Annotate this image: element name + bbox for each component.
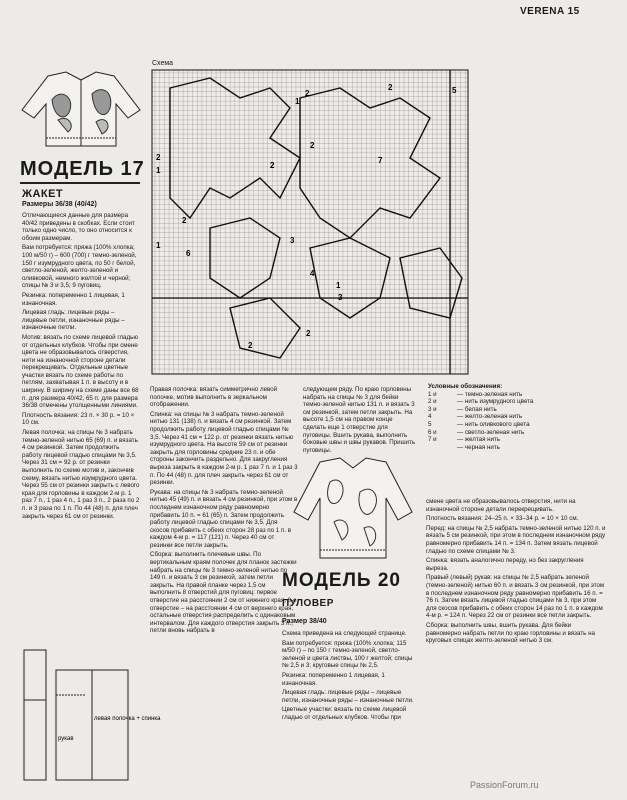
page-header: VERENA 15 (520, 6, 580, 17)
watermark: PassionForum.ru (470, 780, 539, 790)
model-20-title: МОДЕЛЬ 20 (282, 570, 401, 591)
legend-item: 4 — желто-зеленая нить (428, 413, 523, 421)
title-underline (20, 182, 140, 184)
paragraph: Сборка: выполнить плечевые швы. По вертикальным краям полочек для планок застежки набрать на спицы № 3 темно-зеленой нитью по 149 п. и вязать 3 см резинкой, затем петли закрыть. На правой планке через 1,5 см выполнить 8 отверстий для пуговиц: первое отверстие на расстоянии 2 см от нижнего края, 8-е отверстие – на расстоянии 4 см от верхнего края, остальные отверстия распределить с одинаковым интервалом. Для каждого отверстия закрыть 3 п., петли вновь набрать в (150, 551, 297, 635)
legend-item: — черная нить (457, 443, 500, 451)
chart-number: 1 (295, 97, 300, 106)
paragraph: Плотность вязания: 23 п. × 30 р. = 10 × 10 см. (22, 411, 135, 427)
knitting-chart (150, 68, 470, 376)
model-17-continued-column (150, 386, 298, 637)
paragraph: Резинка: попеременно 1 лицевая, 1 изнаночная. (22, 291, 125, 307)
chart-number: 1 (156, 166, 161, 175)
legend-item: 3 и — белая нить (428, 405, 497, 413)
assembly-end-column (303, 386, 416, 456)
model-20-text-column (282, 630, 414, 724)
paragraph: Спинка: на спицы № 3 набрать темно-зеленой нитью 131 (138) п. и вязать 4 см резинкой. Затем продолжить работу лицевой гладью спицами № 3,5. Через 41 см = 122 р. от резинки вязать нитью изумрудного цвета. На высоте 59 см от резинки закрыть для горловины средние 23 п. и обе стороны закончить раздельно. Для закругления выреза закрыть в каждом 2-м р. 1 раз 7 п. и 1 раз 3 п. По 44 (48) п. для плеч закрыть через 61 см от резинки. (150, 410, 298, 487)
chart-number: 5 (452, 86, 457, 95)
chart-number: 2 (248, 341, 253, 350)
legend-title: Условные обозначения: (428, 383, 503, 390)
chart-number: 2 (305, 89, 310, 98)
model-20-continued-column (426, 498, 606, 647)
chart-number: 7 (378, 156, 383, 165)
paragraph: Перед: на спицы № 2,5 набрать темно-зеленой нитью 120 п. и вязать 5 см резинкой, при этом в последнем изнаночном ряду равномерно прибавить 14 п. = 134 п. Затем вязать лицевой гладью по схеме спицами № 3. (426, 524, 606, 555)
paragraph: смене цвета не образовывалось отверстия, нити на изнаночной стороне детали перекрещивать. (426, 498, 576, 513)
paragraph: Рукава: на спицы № 3 набрать темно-зеленой нитью 45 (49) п. и вязать 4 см резинкой, при этом в последнем изнаночном ряду равномерно прибавить 10 п. = 61 (65) п. Затем продолжить работу лицевой гладью спицами № 3,5. Для скосов прибавить с обеих сторон 28 раз по 1 п. в каждом 4-м р. = 117 (121) п. Через 40 см от резинки все петли закрыть. (150, 488, 298, 549)
paragraph: Спинка: вязать аналогично переду, но без закругления выреза. (426, 557, 584, 572)
paragraph: Мотив: вязать по схеме лицевой гладью от отдельных клубков. Чтобы при смене цвета не образовывалось отверстия, нити на изнаночной стороне детали перекрещивать. Отдельные цветные участки вязать по схеме работы по петлям, захватывая 1 п. в высоту и в ширину. В ширину на схеме даны все 68 п. для размера 40/42, 65 п. для размера 36/38 отмечены утолщенными линиями. (22, 333, 139, 410)
chart-number: 2 (270, 161, 275, 170)
chart-number: 1 (336, 281, 341, 290)
chart-number: 2 (156, 153, 161, 162)
model-17-subtitle: ЖАКЕТ (22, 188, 64, 200)
chart-number: 3 (290, 236, 295, 245)
schema-label: левая полочка + спинка (94, 716, 161, 722)
model-17-sizes: Размеры 36/38 (40/42) (22, 201, 97, 208)
model-20-subtitle: ПУЛОВЕР (282, 598, 334, 609)
paragraph: Вам потребуется: пряжа (100% хлопка; 100 м/50 г) – 600 (700) г темно-зеленой, 150 г изумрудного цвета, по 50 г белой, светло-зеленой, желто-зеленой и оливковой, немного желтой и черной; спицы № 3 и 3,5; 9 пуговиц. (22, 244, 137, 290)
legend-item: 5 — нить оливкового цвета (428, 420, 530, 428)
model-17-title: МОДЕЛЬ 17 (20, 158, 145, 180)
legend-item: 6 и — светло-зеленая нить (428, 428, 525, 436)
model-20-sizes: Размер 38/40 (282, 618, 327, 625)
chart-number: 2 (182, 216, 187, 225)
chart-number: 6 (186, 249, 191, 258)
chart-number: 4 (310, 269, 315, 278)
garment-schematic (16, 640, 161, 790)
paragraph: Правый (левый) рукав: на спицы № 2,5 набрать зеленой (темно-зеленой) нитью 60 п. и вязать 3 см резинкой, при этом в последнем изнаночном ряду равномерно прибавить 16 п. = 76 п. Затем вязать лицевой гладью спицами № 3, при этом для скосов прибавить с обеих сторон 14 раз по 1 п. в каждом 4-м р. = 124 п. Через 22 см от резинки все петли закрыть. (426, 574, 605, 620)
legend-item: 1 и — темно-зеленая нить (428, 390, 523, 398)
chart-number: 2 (310, 141, 315, 150)
chart-number: 1 (156, 241, 161, 250)
paragraph: Резинка: попеременно 1 лицевая, 1 изнаночная. (282, 671, 385, 687)
chart-number: 3 (338, 293, 343, 302)
paragraph: Лицевая гладь: лицевые ряды – лицевые петли, изнаночные ряды – изнаночные петли. (282, 689, 414, 704)
paragraph: Схема приведена на следующей странице. (282, 630, 407, 637)
paragraph: Цветные участки: вязать по схеме лицевой гладью от отдельных клубков. Чтобы при (282, 706, 407, 721)
legend (428, 383, 608, 451)
paragraph: Правая полочка: вязать симметрично левой полочке, мотив выполнить в зеркальном отображении. (150, 386, 278, 409)
paragraph: Плотность вязания: 24–25 п. × 33–34 р. = 10 × 10 см. (426, 515, 579, 523)
pullover-illustration (290, 452, 416, 564)
chart-number: 2 (306, 329, 311, 338)
legend-item: 7 и — желтая нить (428, 436, 501, 444)
paragraph: Вам потребуется: пряжа (100% хлопка; 115 м/50 г) – по 150 г темно-зеленой, светло-зеленой и цвета листвы, 100 г желтой; спицы № 2,5 и 3; круговые спицы № 2,5. (282, 639, 413, 670)
legend-item: 2 и — нить изумрудного цвета (428, 398, 534, 406)
schema-label: рукав (58, 736, 74, 742)
paragraph: Сборка: выполнить швы, вшить рукава. Для бейки равномерно набрать петли по краю горловины и вязать на круговых спицах желто-зеленой нитью 3 см. (426, 621, 595, 645)
chart-number: 2 (388, 83, 393, 92)
jacket-illustration (18, 70, 144, 150)
paragraph: Отличающиеся данные для размера 40/42 приведены в скобках. Если стоит только одно число, то оно относится к обоим размерам. (22, 212, 135, 242)
paragraph: Левая полочка: на спицы № 3 набрать темно-зеленой нитью 65 (69) п. и вязать 4 см резинкой. Затем продолжить работу лицевой гладью спицами № 3,5. Через 31 см = 92 р. от резинки выполнить по схеме мотив и, закончив схему, вязать нитью изумрудного цвета. Через 55 см от резинки закрыть с левого края для горловины в каждом 2-м р. 1 раз 7 п., 1 раз 4 п., 1 раз 3 п., 2 раза по 2 п. и 3 раза по 1 п. По 44 (48) п. для плеч закрыть через 61 см от резинки. (22, 429, 140, 520)
chart-label: Схема (152, 60, 174, 67)
paragraph: следующем ряду. По краю горловины набрать на спицы № 3 для бейки темно-зеленой нитью 131 п. и вязать 3 см резинкой, затем петли закрыть. На высоте 1,5 см на правом конце сделать еще 1 отверстие для пуговицы. Вшить рукава, выполнить боковые швы и швы рукавов. Пришить пуговицы. (303, 386, 416, 454)
paragraph: Лицевая гладь: лицевые ряды – лицевые петли, изнаночные ряды – изнаночные петли. (22, 309, 125, 332)
model-17-text-column (22, 212, 140, 522)
